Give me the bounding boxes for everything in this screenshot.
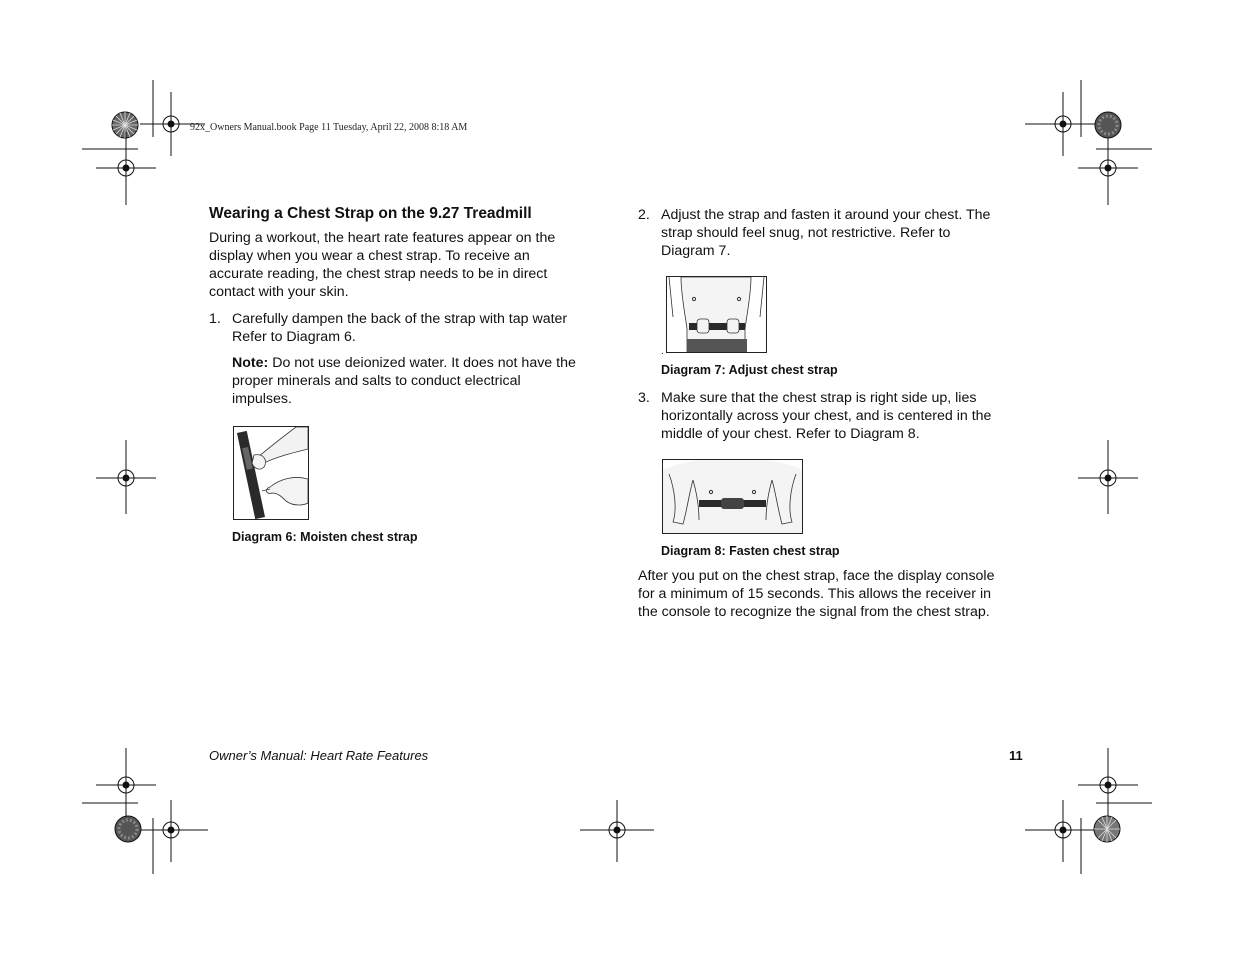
- color-wheel-icon: [1093, 815, 1123, 845]
- note-text: Do not use deionized water. It does not have the: [268, 355, 576, 371]
- print-slug: 92x_Owners Manual.book Page 11 Tuesday, April 22, 2008 8:18 AM: [190, 122, 468, 133]
- intro-line: contact with your skin.: [209, 284, 349, 300]
- step-number: 3.: [638, 390, 650, 406]
- step-number: 2.: [638, 207, 650, 223]
- step-line: middle of your chest. Refer to Diagram 8.: [661, 426, 920, 442]
- intro-line: During a workout, the heart rate features appear on the: [209, 230, 556, 246]
- closing-line: for a minimum of 15 seconds. This allows the receiver in: [638, 586, 991, 602]
- footer-title: Owner’s Manual: Heart Rate Features: [209, 748, 429, 763]
- note-line: impulses.: [232, 391, 292, 407]
- step-3: [661, 389, 1031, 443]
- intro-line: display when you wear a chest strap. To receive an: [209, 248, 530, 264]
- diagram-6-caption: Diagram 6: Moisten chest strap: [232, 530, 418, 544]
- closing-paragraph: [638, 567, 1038, 621]
- diagram-8-image: [662, 459, 803, 534]
- intro-paragraph: [209, 229, 604, 301]
- step-line: Adjust the strap and fasten it around your chest. The: [661, 207, 991, 223]
- diagram-8-caption: Diagram 8: Fasten chest strap: [661, 544, 840, 558]
- step-1: [232, 310, 604, 346]
- note-line: proper minerals and salts to conduct electrical: [232, 373, 521, 389]
- note-label: Note:: [232, 355, 269, 371]
- diagram-7-caption: Diagram 7: Adjust chest strap: [661, 363, 838, 377]
- moisten-strap-illustration: [234, 427, 308, 519]
- step-2: [661, 206, 1031, 260]
- step-line: horizontally across your chest, and is centered in the: [661, 408, 992, 424]
- note: [232, 354, 604, 408]
- step-line: Refer to Diagram 6.: [232, 329, 356, 345]
- step-number: 1.: [209, 311, 221, 327]
- intro-line: accurate reading, the chest strap needs to be in direct: [209, 266, 548, 282]
- step-line: strap should feel snug, not restrictive. Refer to: [661, 225, 951, 241]
- page-number: 11: [1009, 748, 1023, 763]
- color-wheel-icon: [115, 815, 145, 845]
- section-heading: Wearing a Chest Strap on the 9.27 Treadmill: [209, 205, 532, 222]
- diagram-7-image: [666, 276, 767, 353]
- closing-line: After you put on the chest strap, face the display console: [638, 568, 995, 584]
- step-line: Carefully dampen the back of the strap with tap water: [232, 311, 568, 327]
- closing-line: the console to recognize the signal from the chest strap.: [638, 604, 990, 620]
- fasten-strap-illustration: [663, 460, 802, 533]
- step-line: Diagram 7.: [661, 243, 731, 259]
- color-wheel-icon: [1093, 110, 1123, 140]
- step-line: Make sure that the chest strap is right side up, lies: [661, 390, 977, 406]
- stray-dot: .: [661, 346, 664, 357]
- diagram-6-image: [233, 426, 309, 520]
- adjust-strap-illustration: [667, 277, 766, 352]
